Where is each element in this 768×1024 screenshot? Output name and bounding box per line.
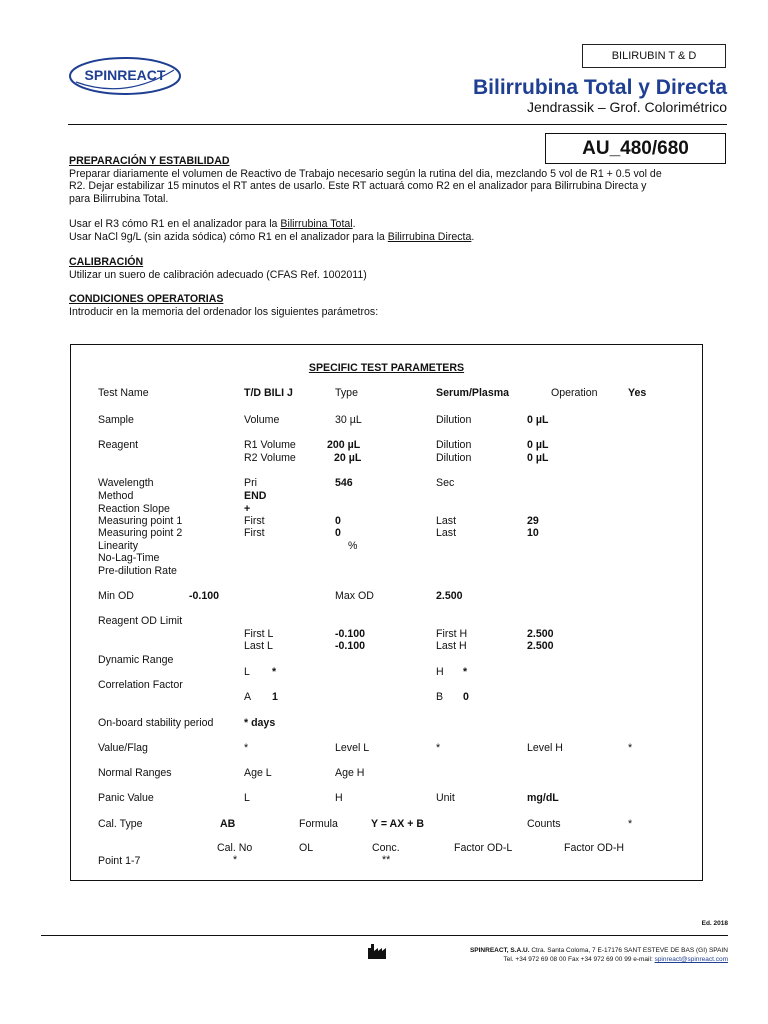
type-value: Serum/Plasma [436, 387, 510, 399]
parameters-title: SPECIFIC TEST PARAMETERS [308, 362, 465, 374]
last-h-label: Last H [436, 640, 467, 652]
measuring-point-1-label: Measuring point 1 [98, 515, 183, 527]
operating-conditions-text: Introducir en la memoria del ordenador los siguientes parámetros: [69, 305, 379, 318]
max-od-label: Max OD [335, 590, 374, 602]
volume-label: Volume [244, 414, 280, 426]
formula-label: Formula [299, 818, 338, 830]
bilirrubina-total-link: Bilirrubina Total [280, 218, 353, 230]
footer-rule [41, 935, 728, 936]
sample-dilution-value: 0 µL [527, 414, 549, 426]
unit-label: Unit [436, 792, 455, 804]
mp1-first-value: 0 [335, 515, 341, 527]
r2-dilution-label: Dilution [436, 452, 472, 464]
first-l-value: -0.100 [335, 628, 366, 640]
preparation-section [69, 155, 719, 205]
first-h-value: 2.500 [527, 628, 554, 640]
panic-h-label: H [335, 792, 343, 804]
reaction-slope-label: Reaction Slope [98, 503, 170, 515]
r1-volume-value: 200 µL [327, 439, 361, 451]
mp2-last-label: Last [436, 527, 457, 539]
mp1-first-label: First [244, 515, 265, 527]
reagent-usage-section [69, 218, 719, 243]
logo-text: SPINREACT [84, 67, 166, 83]
age-h-label: Age H [335, 767, 365, 779]
min-od-value: -0.100 [189, 590, 220, 602]
dynamic-range-label: Dynamic Range [98, 654, 174, 666]
preparation-heading: PREPARACIÓN Y ESTABILIDAD [69, 155, 230, 167]
level-l-label: Level L [335, 742, 370, 754]
spinreact-logo [68, 56, 182, 96]
stability-label: On-board stability period [98, 717, 214, 729]
reagent-label: Reagent [98, 439, 139, 451]
unit-value: mg/dL [527, 792, 559, 804]
mp2-first-value: 0 [335, 527, 341, 539]
min-od-label: Min OD [98, 590, 134, 602]
wavelength-label: Wavelength [98, 477, 154, 489]
document-subtitle: Jendrassik – Grof. Colorimétrico [527, 99, 727, 115]
company-contact: Tel. +34 972 69 08 00 Fax +34 972 69 00 99 e-mail: spinreact@spinreact.com [503, 956, 728, 963]
max-od-value: 2.500 [436, 590, 463, 602]
preparation-line: para Bilirrubina Total. [69, 192, 169, 205]
dr-h-value: * [463, 666, 468, 678]
counts-value: * [628, 818, 633, 830]
r1-dilution-value: 0 µL [527, 439, 549, 451]
cf-b-label: B [436, 691, 444, 703]
operating-conditions-section [69, 293, 719, 318]
analyzer-box: AU_480/680 [545, 133, 726, 164]
usage-line-direct: Usar NaCl 9g/L (sin azida sódica) cómo R1 en el analizador para la Bilirrubina Directa. [69, 230, 475, 243]
method-value: END [244, 490, 267, 502]
dilution-label: Dilution [436, 414, 472, 426]
company-name: SPINREACT, S.A.U. [469, 947, 530, 954]
pri-label: Pri [244, 477, 257, 489]
sample-label: Sample [98, 414, 134, 426]
formula-value: Y = AX + B [371, 818, 424, 830]
dr-h-label: H [436, 666, 444, 678]
point-conc-value: ** [382, 854, 391, 866]
age-l-label: Age L [244, 767, 272, 779]
reaction-slope-value: + [244, 503, 251, 515]
parameters-table [70, 344, 703, 881]
mp1-last-label: Last [436, 515, 457, 527]
cal-type-value: AB [220, 818, 236, 830]
bilirrubina-directa-link: Bilirrubina Directa [387, 230, 472, 243]
panic-l-label: L [244, 792, 250, 804]
document-title: Bilirrubina Total y Directa [473, 76, 727, 99]
conc-label: Conc. [372, 842, 400, 854]
correlation-factor-label: Correlation Factor [98, 679, 183, 691]
point-label: Point 1-7 [98, 855, 141, 867]
company-address: SPINREACT, S.A.U. Ctra. Santa Coloma, 7 E-17176 SANT ESTEVE DE BAS (GI) SPAIN [469, 947, 728, 954]
linearity-label: Linearity [98, 540, 139, 552]
r2-volume-label: R2 Volume [244, 452, 296, 464]
cf-a-label: A [244, 691, 252, 703]
preparation-line: R2. Dejar estabilizar 15 minutos el RT antes de usarlo. Este RT actuará como R2 en el analizador para Bilirrubina Directa y [69, 180, 647, 192]
test-name-value: T/D BILI J [244, 387, 293, 399]
dr-l-value: * [272, 666, 277, 678]
cf-a-value: 1 [272, 691, 278, 703]
test-name-label: Test Name [98, 387, 149, 399]
calibration-section [69, 256, 719, 281]
cal-type-label: Cal. Type [98, 818, 143, 830]
pri-value: 546 [335, 477, 353, 489]
level-l-value: * [436, 742, 441, 754]
mp2-first-label: First [244, 527, 265, 539]
calibration-heading: CALIBRACIÓN [69, 256, 144, 268]
last-l-label: Last L [244, 640, 273, 652]
calibration-text: Utilizar un suero de calibración adecuado (CFAS Ref. 1002011) [69, 268, 367, 281]
first-h-label: First H [436, 628, 468, 640]
normal-ranges-label: Normal Ranges [98, 767, 172, 779]
measuring-point-2-label: Measuring point 2 [98, 527, 183, 539]
factor-od-h-label: Factor OD-H [564, 842, 625, 854]
dr-l-label: L [244, 666, 250, 678]
r2-dilution-value: 0 µL [527, 452, 549, 464]
linearity-unit: % [348, 540, 358, 552]
sec-label: Sec [436, 477, 455, 489]
level-h-label: Level H [527, 742, 563, 754]
preparation-line: Preparar diariamente el volumen de Reactivo de Trabajo necesario según la rutina del dia, mezclando 5 vol de R1 + 0.5 vol de [69, 167, 662, 180]
email-link[interactable]: spinreact@spinreact.com [654, 956, 728, 963]
no-lag-time-label: No-Lag-Time [98, 552, 160, 564]
r1-volume-label: R1 Volume [244, 439, 296, 451]
level-h-value: * [628, 742, 633, 754]
mp1-last-value: 29 [527, 515, 539, 527]
pre-dilution-label: Pre-dilution Rate [98, 565, 177, 577]
factor-od-l-label: Factor OD-L [454, 842, 513, 854]
product-code-box: BILIRUBIN T & D [582, 44, 726, 68]
header-rule [68, 124, 727, 125]
panic-value-label: Panic Value [98, 792, 154, 804]
method-label: Method [98, 490, 134, 502]
factory-icon [368, 944, 390, 959]
value-flag-label: Value/Flag [98, 742, 148, 754]
edition-label: Ed. 2018 [701, 920, 728, 927]
point-calno-value: * [233, 854, 238, 866]
stability-value: * days [244, 717, 276, 729]
operating-conditions-heading: CONDICIONES OPERATORIAS [69, 293, 224, 305]
volume-value: 30 µL [335, 414, 362, 426]
operation-label: Operation [551, 387, 598, 399]
cal-no-label: Cal. No [217, 842, 253, 854]
r2-volume-value: 20 µL [334, 452, 362, 464]
mp2-last-value: 10 [527, 527, 539, 539]
r1-dilution-label: Dilution [436, 439, 472, 451]
reagent-od-limit-label: Reagent OD Limit [98, 615, 183, 627]
last-h-value: 2.500 [527, 640, 554, 652]
operation-value: Yes [628, 387, 647, 399]
cf-b-value: 0 [463, 691, 469, 703]
ol-label: OL [299, 842, 314, 854]
counts-label: Counts [527, 818, 561, 830]
value-flag-value: * [244, 742, 249, 754]
first-l-label: First L [244, 628, 274, 640]
type-label: Type [335, 387, 358, 399]
last-l-value: -0.100 [335, 640, 366, 652]
usage-line-total: Usar el R3 cómo R1 en el analizador para la Bilirrubina Total. [69, 218, 356, 230]
